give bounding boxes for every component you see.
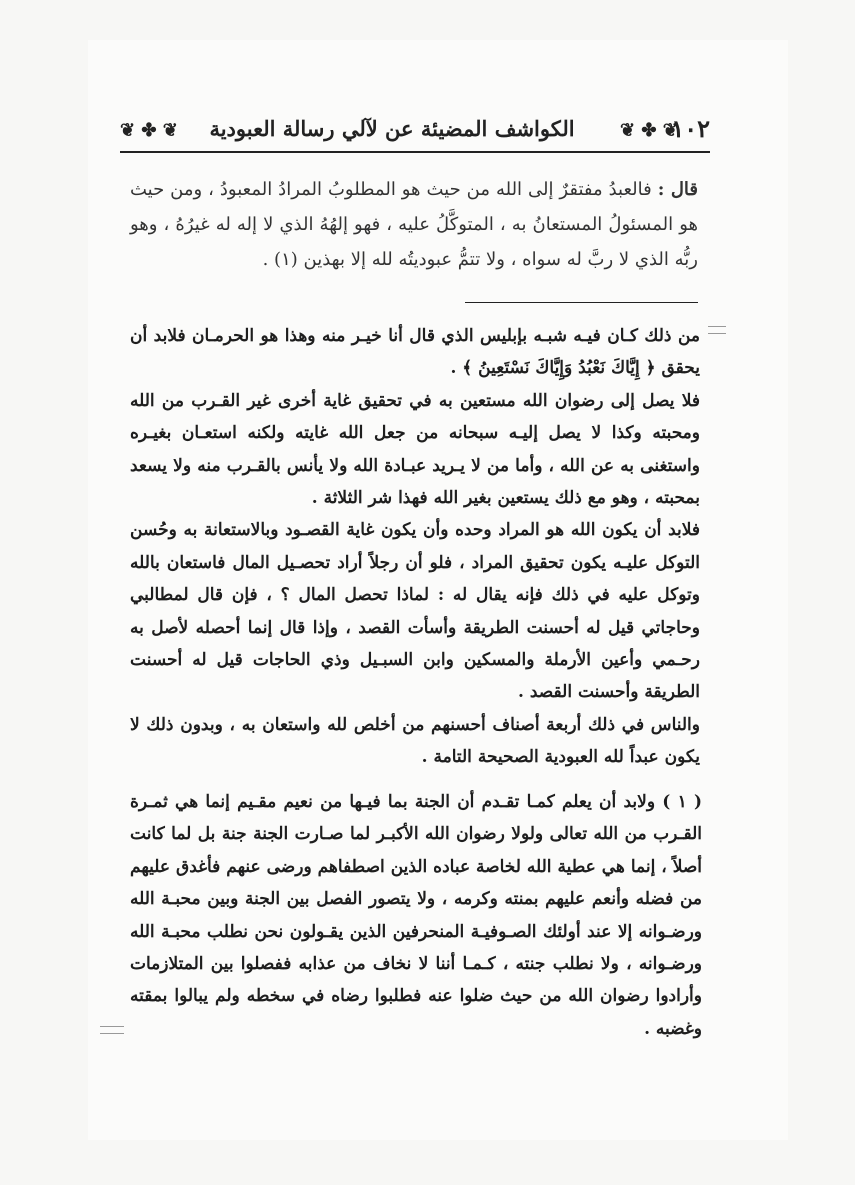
commentary-paragraph: من ذلك كـان فيـه شبـه بإبليس الذي قال أنا خيـر منه وهذا هو الحرمـان فلابد أن يحقق ﴿ إِيَّاكَ نَعْبُدُ وَإِيَّاكَ نَسْتَعِينُ ﴾ . [130,326,700,379]
margin-mark [708,326,726,334]
footnote-text: ولابد أن يعلم كمـا تقـدم أن الجنة بما فيـها من نعيم مقـيم إنما هي ثمـرة القـرب من الله تعالى ولولا رضوان الله الأكبـر لما صـارت الجنة جنة بل لما كانت أصلاً ، إنما هي عطية الله لخاصة عباده الذين اصطفاهم ورضى عنهم فأغدق عليهم من فضله وأنعم عليهم بمنته وكرمه ، ولا يتصور الفصل بين الجنة وبين محبـة الله ورضـوانه إلا عند أولئك الصـوفيـة المنحرفين الذين يقـولون نحن نطلب محبـة الله ورضـوانه ، ولا نطلب جنته ، كـمـا أننا لا نخاف من عذابه ففصلوا بين المتلازمات وأرادوا رضوان الله من حيث ضلوا عنه فطلبوا رضاه في سخطه ولم يبالوا بمقته وغضبه . [130,792,702,1039]
footnote-reference: (١) . [262,249,298,270]
page-number: ١٠٢ [671,114,710,143]
footnote [130,786,702,1045]
commentary [130,320,700,774]
running-header [120,112,710,152]
quote-divider [465,302,698,303]
qal-label: قال : [657,179,698,200]
footnote-marker: ( ١ ) [662,792,702,812]
book-title: الكواشف المضيئة عن لآلي رسالة العبودية [209,116,575,141]
header-ornament-right-icon: ❦ ✤ ❦ [620,120,678,141]
quoted-passage [130,172,698,277]
header-rule [120,151,710,153]
commentary-paragraph: والناس في ذلك أربعة أصناف أحسنهم من أخلص لله واستعان به ، وبدون ذلك لا يكون عبداً لله العبودية الصحيحة التامة . [130,714,700,768]
quote-text: فالعبدُ مفتقرٌ إلى الله من حيث هو المطلوبُ المرادُ المعبودُ ، ومن حيث هو المسئولُ المستعانُ به ، المتوكَّلُ عليه ، فهو إلهُهُ الذي لا إله له غيرُهُ ، وهو ربُّه الذي لا ربَّ له سواه ، ولا تتمُّ عبوديتُه لله إلا بهذين [130,179,698,270]
header-ornament-left-icon: ❦ ✤ ❦ [120,120,178,141]
commentary-paragraph: فلا يصل إلى رضوان الله مستعين به في تحقيق غاية أخرى غير القـرب من الله ومحبته وكذا لا يصل إليـه سبحانه من جعل الله غايته ولكنه استعـان بغيـره واستغنى به عن الله ، وأما من لا يـريد عبـادة الله ولا يأنس بالقـرب منه ولا يسعد بمحبته ، وهو مع ذلك يستعين بغير الله فهذا شر الثلاثة . [130,390,700,509]
margin-mark [100,1026,124,1034]
commentary-paragraph: فلابد أن يكون الله هو المراد وحده وأن يكون غاية القصـود وبالاستعانة به وحُسن التوكل عليـه يكون تحقيق المراد ، فلو أن رجلاً أراد تحصـيل المال فاستعان بالله وتوكل عليه في ذلك فإنه يقال له : لماذا تحصل المال ؟ ، فإن قال لمطالبي وحاجاتي قيل له أحسنت الطريقة وأسأت القصد ، وإذا قال إنما أحصله لأصل به رحـمي وأعين الأرملة والمسكين وابن السبـيل وذي الحاجات قيل له أحسنت الطريقة وأحسنت القصد . [130,520,700,703]
